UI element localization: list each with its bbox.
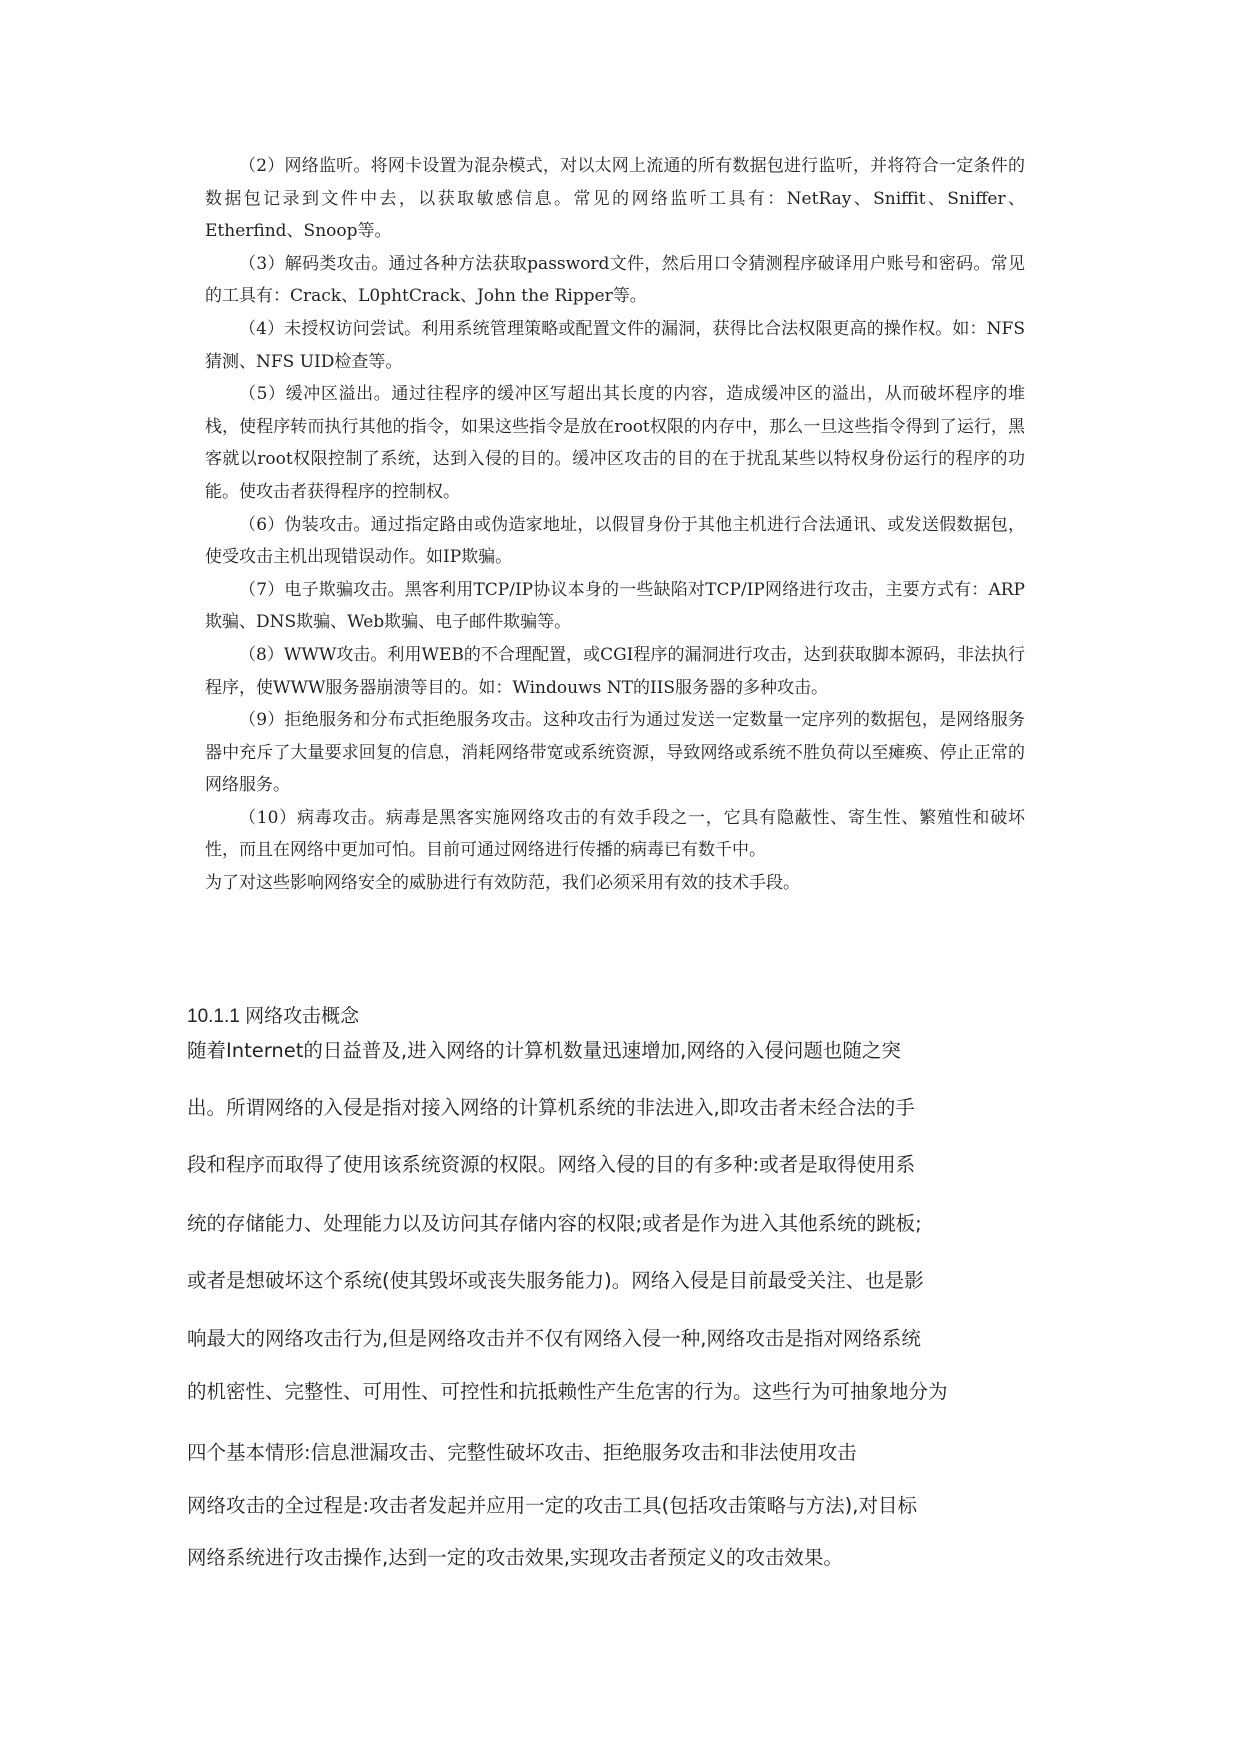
paragraph-virus-attack: （10）病毒攻击。病毒是黑客实施网络攻击的有效手段之一，它具有隐蔽性、寄生性、繁殖性和破坏性，而且在网络中更加可怕。目前可通过网络进行传播的病毒已有数千中。 (205, 807, 1025, 861)
paragraph-unauthorized-access: （4）未授权访问尝试。利用系统管理策略或配置文件的漏洞，获得比合法权限更高的操作权。如：NFS猜测、NFS UID检查等。 (205, 318, 1025, 372)
body-line: 随着Internet的日益普及,进入网络的计算机数量迅速增加,网络的入侵问题也随之突 (187, 1039, 901, 1062)
body-line: 四个基本情形:信息泄漏攻击、完整性破坏攻击、拒绝服务攻击和非法使用攻击 (187, 1441, 857, 1464)
body-line: 的机密性、完整性、可用性、可控性和抗抵赖性产生危害的行为。这些行为可抽象地分为 (187, 1380, 948, 1403)
attack-types-section (205, 150, 1025, 900)
paragraph-buffer-overflow: （5）缓冲区溢出。通过往程序的缓冲区写超出其长度的内容，造成缓冲区的溢出，从而破坏程序的堆栈，使程序转而执行其他的指令，如果这些指令是放在root权限的内存中，那么一旦这些指令得到了运行，黑客就以root权限控制了系统，达到入侵的目的。缓冲区攻击的目的在于扰乱某些以特权身份运行的程序的功能。使攻击者获得程序的控制权。 (205, 384, 1025, 502)
body-line: 出。所谓网络的入侵是指对接入网络的计算机系统的非法进入,即攻击者未经合法的手 (187, 1096, 915, 1119)
paragraph-dos-attack: （9）拒绝服务和分布式拒绝服务攻击。这种攻击行为通过发送一定数量一定序列的数据包，是网络服务器中充斥了大量要求回复的信息，消耗网络带宽或系统资源，导致网络或系统不胜负荷以至瘫痪、停止正常的网络服务。 (205, 710, 1025, 796)
body-line: 统的存储能力、处理能力以及访问其存储内容的权限;或者是作为进入其他系统的跳板; (187, 1212, 922, 1235)
paragraph-closing: 为了对这些影响网络安全的威胁进行有效防范，我们必须采用有效的技术手段。 (205, 873, 800, 894)
paragraph-decoding-attack: （3）解码类攻击。通过各种方法获取password文件，然后用口令猜测程序破译用户账号和密码。常见的工具有：Crack、L0phtCrack、John the Ripper等。 (205, 253, 1025, 307)
body-line: 网络系统进行攻击操作,达到一定的攻击效果,实现攻击者预定义的攻击效果。 (187, 1546, 843, 1569)
paragraph-spoofing-attack: （6）伪装攻击。通过指定路由或伪造家地址，以假冒身份于其他主机进行合法通讯、或发送假数据包，使受攻击主机出现错误动作。如IP欺骗。 (205, 514, 1025, 568)
paragraph-network-sniffing: （2）网络监听。将网卡设置为混杂模式，对以太网上流通的所有数据包进行监听，并将符合一定条件的数据包记录到文件中去，以获取敏感信息。常见的网络监听工具有：NetRay、Sniffit、Sniffer、Etherfind、Snoop等。 (205, 156, 1025, 242)
paragraph-www-attack: （8）WWW攻击。利用WEB的不合理配置，或CGI程序的漏洞进行攻击，达到获取脚本源码，非法执行程序，使WWW服务器崩溃等目的。如：Windouws NT的IIS服务器的多种攻击。 (205, 644, 1025, 698)
paragraph-electronic-spoofing: （7）电子欺骗攻击。黑客利用TCP/IP协议本身的一些缺陷对TCP/IP网络进行攻击，主要方式有：ARP欺骗、DNS欺骗、Web欺骗、电子邮件欺骗等。 (205, 579, 1025, 633)
body-line: 网络攻击的全过程是:攻击者发起并应用一定的攻击工具(包括攻击策略与方法),对目标 (187, 1494, 917, 1517)
body-line: 段和程序而取得了使用该系统资源的权限。网络入侵的目的有多种:或者是取得使用系 (187, 1153, 916, 1176)
section-heading: 10.1.1 网络攻击概念 (187, 1006, 360, 1027)
body-line: 响最大的网络攻击行为,但是网络攻击并不仅有网络入侵一种,网络攻击是指对网络系统 (187, 1327, 921, 1350)
body-line: 或者是想破坏这个系统(使其毁坏或丧失服务能力)。网络入侵是目前最受关注、也是影 (187, 1269, 924, 1292)
